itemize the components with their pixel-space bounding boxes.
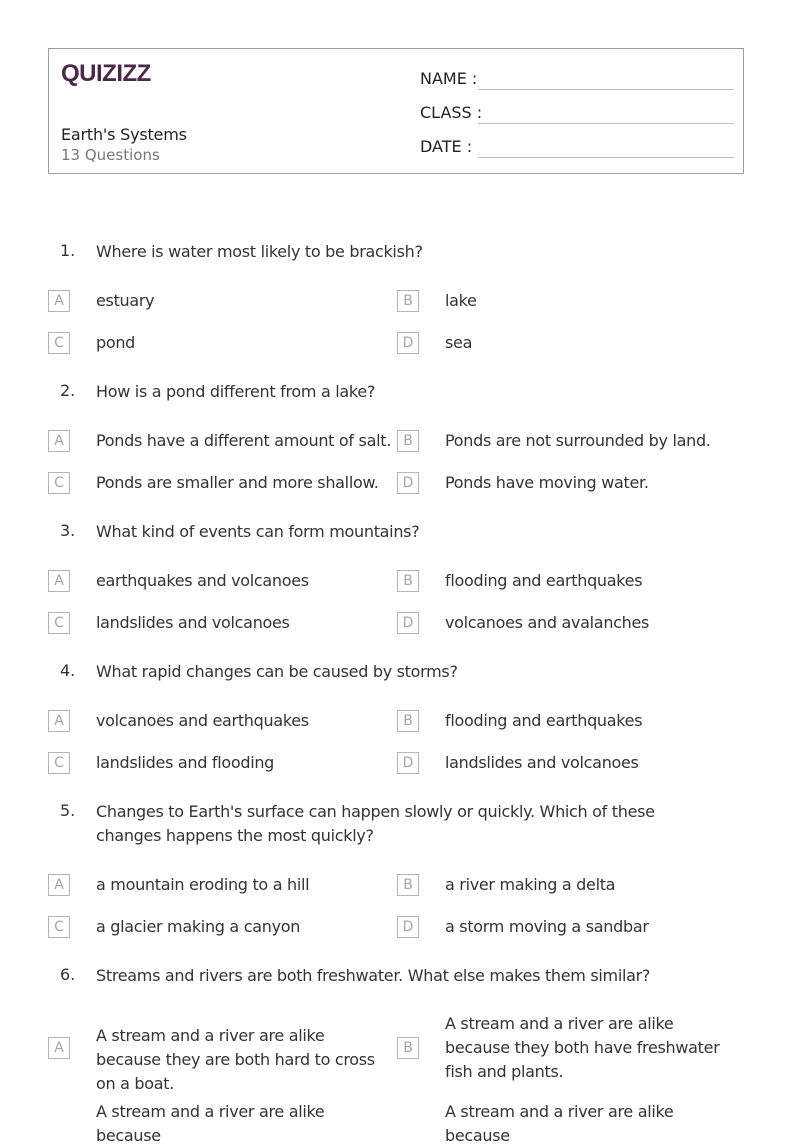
option-c-text: landslides and flooding [96, 753, 275, 772]
question-text: What rapid changes can be caused by storms? [96, 662, 458, 681]
option-a-box[interactable]: A [48, 570, 70, 592]
option-d-text: Ponds have moving water. [445, 473, 649, 492]
option-c-text: a glacier making a canyon [96, 917, 301, 936]
option-a-text: estuary [96, 291, 155, 310]
option-b-box[interactable]: B [397, 430, 419, 452]
option-d-text: A stream and a river are alike because [445, 1102, 674, 1145]
question-text: How is a pond different from a lake? [96, 382, 376, 401]
question-number: 2. [60, 381, 76, 400]
option-d-text: landslides and volcanoes [445, 753, 639, 772]
option-a-box[interactable]: A [48, 430, 70, 452]
option-c-text: Ponds are smaller and more shallow. [96, 473, 379, 492]
option-a-text: A stream and a river are alike because they are both hard to cross on a boat. [96, 1026, 375, 1093]
option-b-text: a river making a delta [445, 875, 616, 894]
option-a-box[interactable]: A [48, 710, 70, 732]
question-text: What kind of events can form mountains? [96, 522, 420, 541]
option-b-box[interactable]: B [397, 1037, 419, 1059]
question-number: 4. [60, 661, 76, 680]
option-b-text: flooding and earthquakes [445, 571, 643, 590]
option-b-text: A stream and a river are alike because they both have freshwater fish and plants. [445, 1014, 720, 1081]
option-c-text: landslides and volcanoes [96, 613, 290, 632]
class-field[interactable] [420, 101, 734, 135]
date-label: DATE : [420, 137, 473, 156]
option-a-box[interactable]: A [48, 874, 70, 896]
student-info-fields [420, 67, 734, 169]
quizizz-logo [61, 59, 153, 89]
option-a-box[interactable]: A [48, 1037, 70, 1059]
option-d-box[interactable]: D [397, 332, 419, 354]
option-a-box[interactable]: A [48, 290, 70, 312]
question-text: Where is water most likely to be brackish? [96, 242, 423, 261]
option-d-text: sea [445, 333, 473, 352]
name-field[interactable] [420, 67, 734, 101]
option-b-box[interactable]: B [397, 570, 419, 592]
name-line[interactable] [478, 89, 734, 90]
option-b-text: Ponds are not surrounded by land. [445, 431, 711, 450]
question-number: 5. [60, 801, 76, 820]
option-a-text: volcanoes and earthquakes [96, 711, 309, 730]
option-b-box[interactable]: B [397, 710, 419, 732]
option-a-text: earthquakes and volcanoes [96, 571, 309, 590]
question-number: 6. [60, 965, 76, 984]
option-a-text: Ponds have a different amount of salt. [96, 431, 391, 450]
option-c-box[interactable]: C [48, 612, 70, 634]
option-d-text: volcanoes and avalanches [445, 613, 650, 632]
worksheet-title: Earth's Systems [61, 125, 187, 144]
question-text: Changes to Earth's surface can happen slowly or quickly. Which of these changes happens the most quickly? [96, 802, 655, 845]
option-d-text: a storm moving a sandbar [445, 917, 649, 936]
name-label: NAME : [420, 69, 478, 88]
option-b-text: lake [445, 291, 477, 310]
option-a-text: a mountain eroding to a hill [96, 875, 310, 894]
option-b-box[interactable]: B [397, 290, 419, 312]
option-d-box[interactable]: D [397, 472, 419, 494]
class-label: CLASS : [420, 103, 483, 122]
date-line[interactable] [478, 157, 734, 158]
svg-text:QUIZIZZ: QUIZIZZ [61, 60, 151, 87]
option-b-box[interactable]: B [397, 874, 419, 896]
option-d-box[interactable]: D [397, 916, 419, 938]
option-c-text: pond [96, 333, 136, 352]
question-number: 1. [60, 241, 76, 260]
option-b-text: flooding and earthquakes [445, 711, 643, 730]
date-field[interactable] [420, 135, 734, 169]
option-d-box[interactable]: D [397, 612, 419, 634]
option-c-box[interactable]: C [48, 332, 70, 354]
question-count: 13 Questions [61, 146, 160, 164]
option-c-box[interactable]: C [48, 916, 70, 938]
class-line[interactable] [478, 123, 734, 124]
worksheet-header [48, 48, 744, 174]
question-text: Streams and rivers are both freshwater. What else makes them similar? [96, 966, 651, 985]
question-number: 3. [60, 521, 76, 540]
option-d-box[interactable]: D [397, 752, 419, 774]
option-c-text: A stream and a river are alike because [96, 1102, 325, 1145]
option-c-box[interactable]: C [48, 752, 70, 774]
option-c-box[interactable]: C [48, 472, 70, 494]
